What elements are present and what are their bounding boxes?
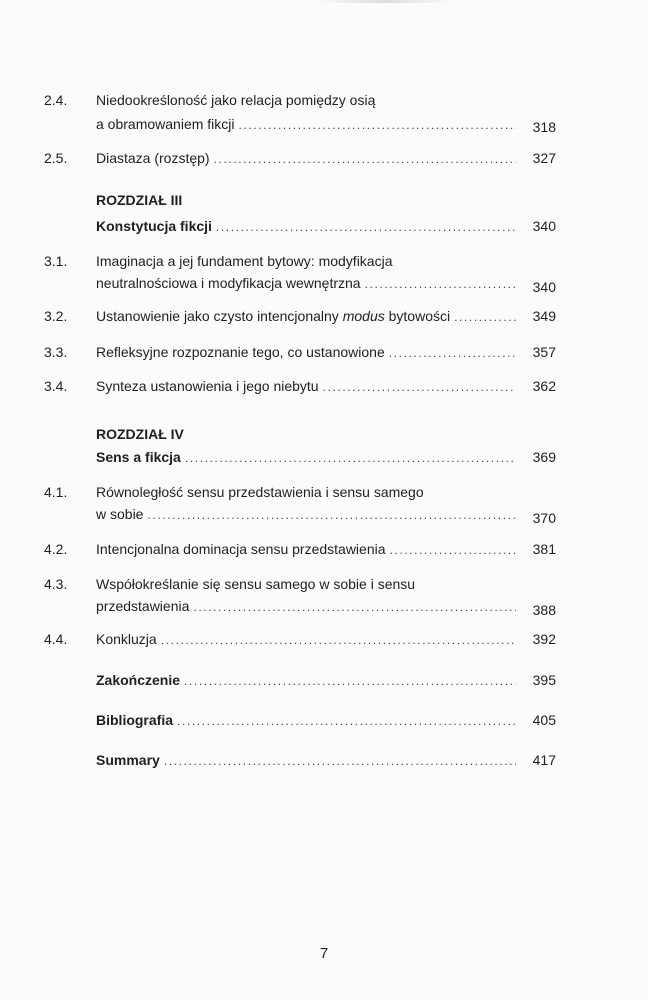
section-number: 4.3.: [44, 576, 68, 592]
section-number: 4.1.: [44, 484, 68, 500]
page-number: 7: [319, 945, 329, 962]
leader-dots: [323, 377, 516, 398]
section-number: 4.4.: [44, 631, 68, 647]
entry-title-line1: Współokreślanie się sensu samego w sobie i sensu: [96, 576, 416, 592]
section-number: 3.2.: [44, 308, 68, 324]
scan-artifact: [315, 0, 455, 3]
section-number: 3.3.: [44, 344, 68, 360]
entry-title-line2: neutralnościowa i modyfikacja wewnętrzna: [96, 275, 361, 291]
leader-dots: [161, 630, 516, 651]
section-number: 2.5.: [44, 150, 68, 166]
chapter-title: Konstytucja fikcji: [96, 218, 212, 234]
chapter-title: Sens a fikcja: [96, 449, 181, 465]
page-ref: 388: [532, 602, 556, 618]
entry-title-line1: Równoległość sensu przedstawienia i sensu samego: [96, 484, 424, 500]
leader-dots: [164, 751, 516, 772]
page-ref: 417: [532, 752, 556, 768]
leader-dots: [216, 217, 516, 238]
page-ref: 357: [532, 344, 556, 360]
page-ref: 340: [532, 279, 556, 295]
entry-title: Zakończenie: [96, 672, 181, 688]
leader-dots: [454, 307, 516, 328]
entry-title: Summary: [96, 752, 160, 768]
entry-title-part: Ustanowienie jako czysto intencjonalny: [96, 308, 343, 324]
entry-title-line2: przedstawienia: [96, 598, 190, 614]
entry-title-line1: Imaginacja a jej fundament bytowy: modyfikacja: [96, 253, 393, 269]
leader-dots: [365, 274, 516, 295]
leader-dots: [185, 448, 516, 469]
page-ref: 381: [532, 541, 556, 557]
leader-dots: [147, 505, 516, 526]
leader-dots: [214, 149, 516, 170]
page-ref: 395: [532, 672, 556, 688]
entry-title-line2: a obramowaniem fikcji: [96, 116, 235, 132]
entry-title: [96, 306, 450, 327]
page-ref: 369: [532, 449, 556, 465]
page-ref: 318: [532, 119, 556, 135]
page-ref: 327: [532, 150, 556, 166]
entry-title: Refleksyjne rozpoznanie tego, co ustanowione: [96, 344, 385, 360]
leader-dots: [193, 597, 516, 618]
section-number: 4.2.: [44, 541, 68, 557]
entry-title-line1: Niedookreśloność jako relacja pomiędzy osią: [96, 92, 376, 108]
page-ref: 405: [532, 712, 556, 728]
chapter-heading: ROZDZIAŁ IV: [96, 426, 184, 442]
entry-title: Intencjonalna dominacja sensu przedstawienia: [96, 541, 386, 557]
leader-dots: [177, 711, 516, 732]
leader-dots: [184, 671, 516, 692]
entry-title: Synteza ustanowienia i jego niebytu: [96, 378, 319, 394]
chapter-heading: ROZDZIAŁ III: [96, 192, 183, 208]
leader-dots: [389, 343, 516, 364]
page-ref: 349: [532, 308, 556, 324]
entry-title-line2: w sobie: [96, 506, 144, 522]
section-number: 2.4.: [44, 92, 68, 108]
leader-dots: [390, 540, 516, 561]
entry-title: Konkluzja: [96, 631, 157, 647]
entry-title-italic: modus: [342, 308, 385, 324]
entry-title: Bibliografia: [96, 712, 174, 728]
page-ref: 340: [532, 218, 556, 234]
entry-title: Diastaza (rozstęp): [96, 150, 210, 166]
entry-title-part: bytowości: [384, 308, 451, 324]
page-ref: 370: [532, 510, 556, 526]
leader-dots: [239, 115, 517, 136]
section-number: 3.4.: [44, 378, 68, 394]
page-ref: 392: [532, 631, 556, 647]
section-number: 3.1.: [44, 253, 68, 269]
page-ref: 362: [532, 378, 556, 394]
